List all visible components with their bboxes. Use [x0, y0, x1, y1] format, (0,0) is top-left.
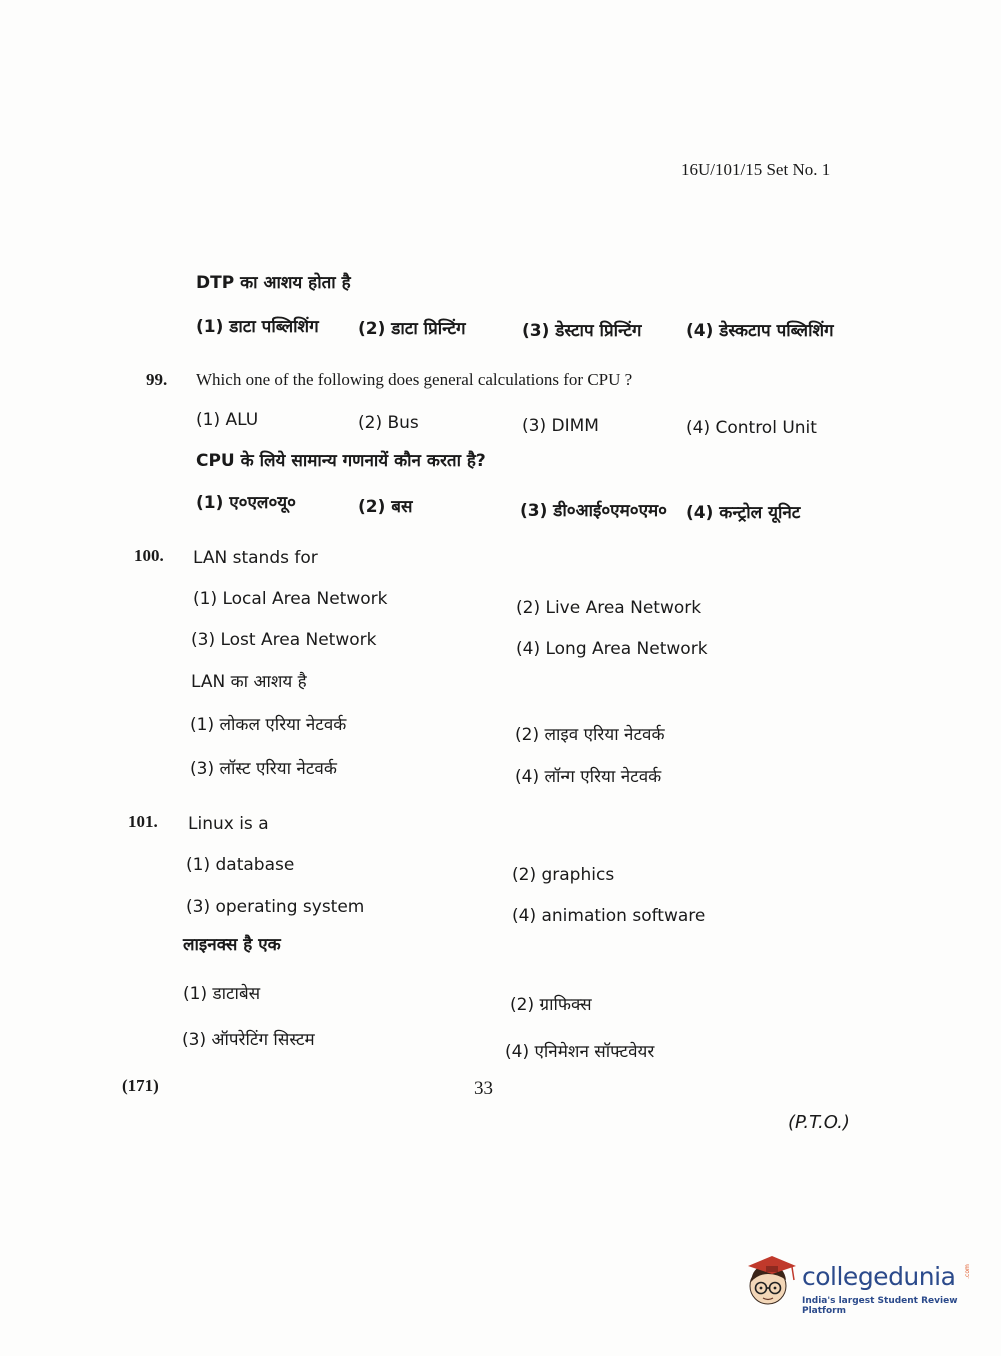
q99-option-en-4: (4) Control Unit	[686, 418, 817, 438]
pto-note: (P.T.O.)	[788, 1112, 850, 1133]
q99-option-en-1: (1) ALU	[196, 410, 259, 430]
q101-option-hi-3: (3) ऑपरेटिंग सिस्टम	[182, 1030, 315, 1050]
q101-number: 101.	[128, 812, 158, 831]
q101-option-hi-4: (4) एनिमेशन सॉफ्टवेयर	[505, 1042, 655, 1062]
q98-option-2: (2) डाटा प्रिन्टिंग	[358, 319, 466, 339]
q101-option-en-1: (1) database	[186, 855, 295, 875]
q99-stem-hindi: CPU के लिये सामान्य गणनायें कौन करता है?	[196, 451, 486, 471]
q101-option-hi-1: (1) डाटाबेस	[183, 984, 261, 1004]
page-number: 33	[474, 1078, 493, 1099]
logo-tagline: India's largest Student Review Platform	[802, 1296, 958, 1316]
q98-stem-hindi: DTP का आशय होता है	[196, 273, 351, 293]
q101-stem-hindi: लाइनक्स है एक	[183, 935, 281, 955]
q99-option-hi-2: (2) बस	[358, 497, 413, 517]
q100-stem-english: LAN stands for	[193, 548, 318, 568]
q101-option-hi-2: (2) ग्राफिक्स	[510, 995, 592, 1015]
q100-number: 100.	[134, 546, 164, 565]
q99-option-hi-4: (4) कन्ट्रोल यूनिट	[686, 503, 801, 523]
logo-wordmark: collegedunia	[802, 1262, 956, 1291]
q99-option-hi-1: (1) ए०एल०यू०	[196, 493, 296, 513]
collegedunia-logo	[742, 1252, 972, 1320]
q99-stem-english: Which one of the following does general calculations for CPU ?	[196, 370, 633, 389]
q100-option-hi-1: (1) लोकल एरिया नेटवर्क	[190, 715, 347, 735]
q98-option-1: (1) डाटा पब्लिशिंग	[196, 317, 319, 337]
q101-option-en-4: (4) animation software	[512, 906, 706, 926]
q99-option-hi-3: (3) डी०आई०एम०एम०	[520, 501, 667, 521]
q99-option-en-2: (2) Bus	[358, 413, 419, 433]
set-code: 16U/101/15 Set No. 1	[681, 160, 831, 179]
q98-option-3: (3) डेस्टाप प्रिन्टिंग	[522, 321, 642, 341]
q99-number: 99.	[146, 370, 168, 389]
q99-option-en-3: (3) DIMM	[522, 416, 599, 436]
logo-suffix: .com	[963, 1264, 971, 1279]
q100-option-hi-2: (2) लाइव एरिया नेटवर्क	[515, 725, 665, 745]
q101-option-en-3: (3) operating system	[186, 897, 365, 917]
q101-stem-english: Linux is a	[188, 814, 269, 834]
q100-stem-hindi: LAN का आशय है	[191, 672, 307, 692]
mascot-icon	[742, 1252, 800, 1310]
q100-option-hi-4: (4) लॉन्ग एरिया नेटवर्क	[515, 767, 662, 787]
q100-option-hi-3: (3) लॉस्ट एरिया नेटवर्क	[190, 759, 337, 779]
q100-option-en-1: (1) Local Area Network	[193, 589, 388, 609]
q100-option-en-4: (4) Long Area Network	[516, 639, 708, 659]
q100-option-en-2: (2) Live Area Network	[516, 598, 702, 618]
q100-option-en-3: (3) Lost Area Network	[191, 630, 377, 650]
q98-option-4: (4) डेस्कटाप पब्लिशिंग	[686, 321, 834, 341]
q101-option-en-2: (2) graphics	[512, 865, 615, 885]
booklet-code: (171)	[122, 1076, 159, 1095]
